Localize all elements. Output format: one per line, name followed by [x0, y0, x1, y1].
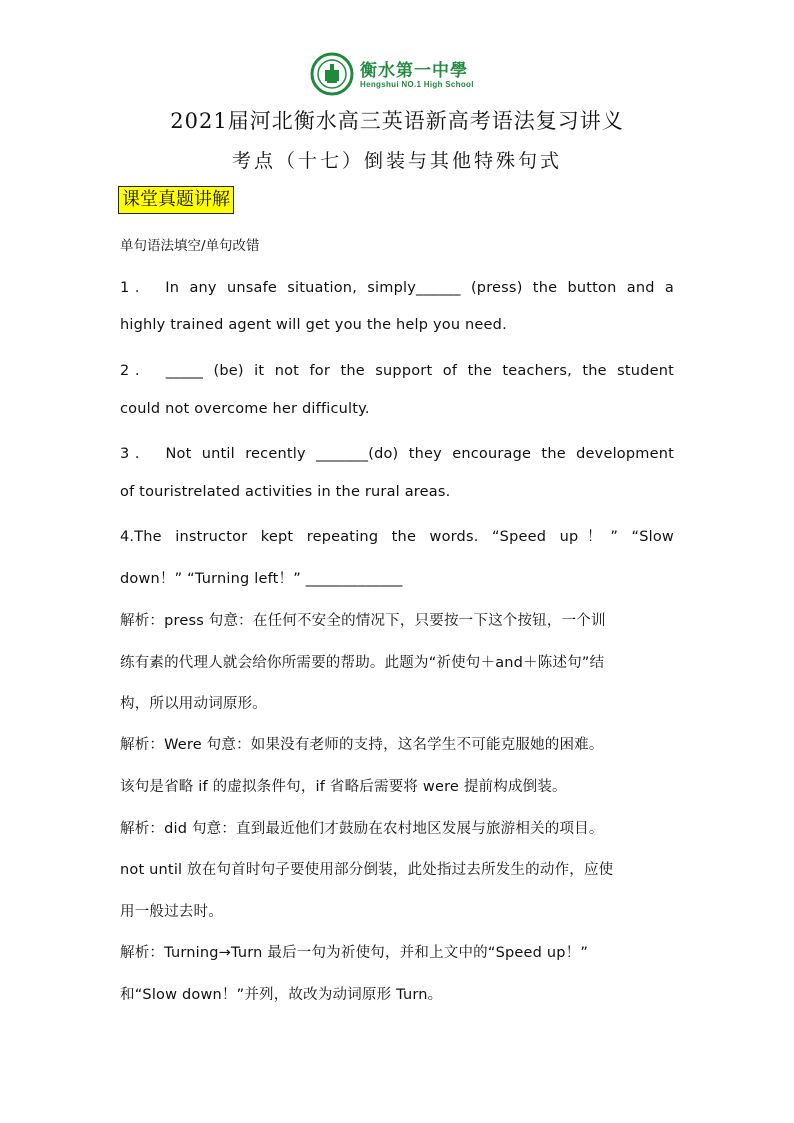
text-line: 4.The instructor kept repeating the words. “Speed up！” “Slow: [120, 529, 674, 545]
analysis-line: 构，所以用动词原形。: [120, 696, 267, 712]
document-title: 2021届河北衡水高三英语新高考语法复习讲义: [170, 109, 624, 133]
analysis-line: 解析：did 句意：直到最近他们才鼓励在农村地区发展与旅游相关的项目。: [120, 821, 604, 837]
logo-text-cn: 衡水第一中學: [360, 61, 468, 81]
text-line: 1． In any unsafe situation, simply______ (press) the button and a: [120, 280, 674, 296]
analysis-line: 解析：Turning→Turn 最后一句为祈使句，并和上文中的“Speed up！”: [120, 945, 589, 961]
text-line: could not overcome her difficulty.: [120, 401, 370, 417]
school-seal-icon: [310, 52, 354, 96]
section-label: 课堂真题讲解: [118, 186, 234, 214]
analysis-line: 用一般过去时。: [120, 904, 223, 920]
analysis-line: 解析：Were 句意：如果没有老师的支持，这名学生不可能克服她的困难。: [120, 737, 604, 753]
analysis-line: 该句是省略 if 的虚拟条件句，if 省略后需要将 were 提前构成倒装。: [120, 779, 567, 795]
text-line: of touristrelated activities in the rural areas.: [120, 484, 451, 500]
text-line: highly trained agent will get you the help you need.: [120, 317, 507, 333]
logo-text-en: Hengshui NO.1 High School: [360, 80, 474, 89]
document-subtitle: 考点（十七）倒装与其他特殊句式: [231, 150, 562, 172]
analysis-line: 练有素的代理人就会给你所需要的帮助。此题为“祈使句＋and＋陈述句”结: [120, 655, 605, 671]
text-line: 3． Not until recently _______(do) they encourage the development: [120, 446, 674, 462]
text-line: down！” “Turning left！” _____________: [120, 571, 403, 587]
exercise-type: 单句语法填空/单句改错: [120, 238, 260, 254]
analysis-line: 和“Slow down！”并列，故改为动词原形 Turn。: [120, 987, 443, 1003]
school-logo: [310, 52, 500, 98]
text-line: 2． _____ (be) it not for the support of the teachers, the student: [120, 363, 674, 379]
analysis-line: 解析：press 句意：在任何不安全的情况下，只要按一下这个按钮，一个训: [120, 613, 606, 629]
analysis-line: not until 放在句首时句子要使用部分倒装，此处指过去所发生的动作，应使: [120, 862, 614, 878]
